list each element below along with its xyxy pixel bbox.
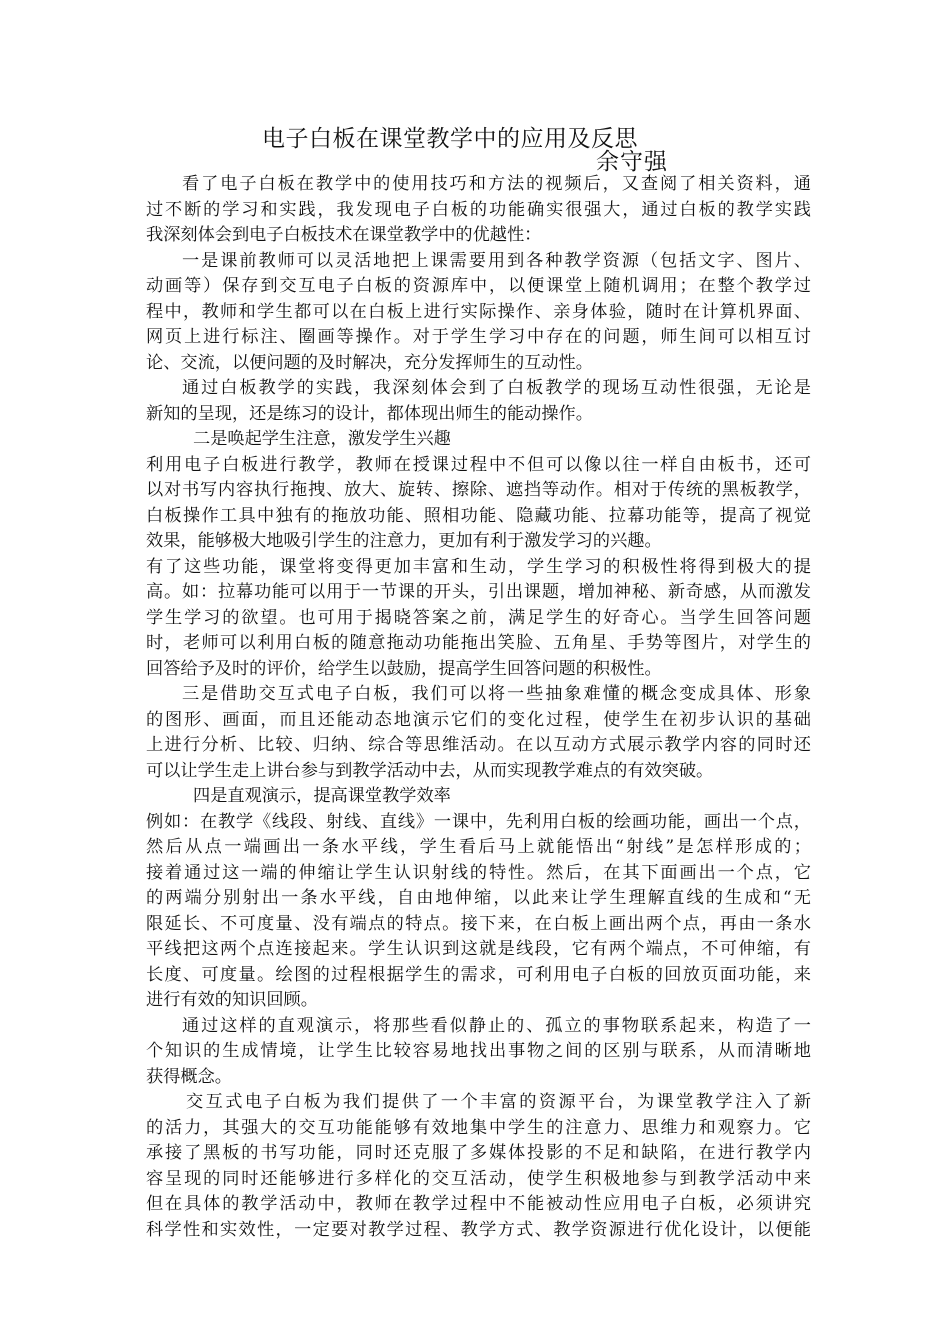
body-line: 的活力，其强大的交互功能能够有效地集中学生的注意力、思维力和观察力。它	[146, 1117, 811, 1138]
body-line: 一是课前教师可以灵活地把上课需要用到各种教学资源（包括文字、图片、	[182, 250, 811, 271]
body-line: 通过白板教学的实践，我深刻体会到了白板教学的现场互动性很强，无论是	[182, 378, 811, 398]
body-line: 我深刻体会到电子白板技术在课堂教学中的优越性：	[146, 225, 542, 245]
body-line: 然后从点一端画出一条水平线，学生看后马上就能悟出“射线”是怎样形成的；	[146, 837, 811, 857]
body-line: 三是借助交互式电子白板，我们可以将一些抽象难懂的概念变成具体、形象	[182, 684, 811, 704]
section-heading: 二是唤起学生注意，激发学生兴趣	[193, 429, 451, 449]
document-title: 电子白板在课堂教学中的应用及反思	[262, 126, 638, 152]
body-line: 科学性和实效性，一定要对教学过程、教学方式、教学资源进行优化设计，以便能	[146, 1219, 811, 1240]
body-line: 通过这样的直观演示，将那些看似静止的、孤立的事物联系起来，构造了一	[182, 1015, 811, 1036]
body-line: 例如：在教学《线段、射线、直线》一课中，先利用白板的绘画功能，画出一个点，	[146, 811, 811, 832]
body-line: 接着通过这一端的伸缩让学生认识射线的特性。然后，在其下面画出一个点，它	[146, 862, 811, 883]
body-line: 回答给予及时的评价，给学生以鼓励，提高学生回答问题的积极性。	[146, 658, 662, 679]
body-line: 上进行分析、比较、归纳、综合等思维活动。在以互动方式展示教学内容的同时还	[146, 735, 811, 755]
body-line: 网页上进行标注、圈画等操作。对于学生学习中存在的问题，师生间可以相互讨	[146, 327, 811, 347]
body-line: 看了电子白板在教学中的使用技巧和方法的视频后，又查阅了相关资料，通	[182, 174, 811, 194]
section-heading: 四是直观演示，提高课堂教学效率	[193, 786, 451, 806]
body-line: 平线把这两个点连接起来。学生认识到这就是线段，它有两个端点，不可伸缩，有	[146, 939, 811, 959]
body-line: 获得概念。	[146, 1066, 232, 1087]
body-line: 的图形、画面，而且还能动态地演示它们的变化过程，使学生在初步认识的基础	[146, 709, 811, 730]
body-line: 过不断的学习和实践，我发现电子白板的功能确实很强大，通过白板的教学实践	[146, 199, 811, 220]
body-line: 动画等）保存到交互电子白板的资源库中，以便课堂上随机调用；在整个教学过	[146, 276, 811, 296]
body-line: 限延长、不可度量、没有端点的特点。接下来，在白板上画出两个点，再由一条水	[146, 913, 811, 934]
body-line: 程中，教师和学生都可以在白板上进行实际操作、亲身体验，随时在计算机界面、	[146, 301, 811, 322]
body-line: 学生学习的欲望。也可用于揭晓答案之前，满足学生的好奇心。当学生回答问题	[146, 607, 811, 628]
body-line: 承接了黑板的书写功能，同时还克服了多媒体投影的不足和缺陷，在进行教学内	[146, 1143, 811, 1163]
body-line: 高。如：拉幕功能可以用于一节课的开头，引出课题，增加神秘、新奇感，从而激发	[146, 582, 811, 602]
body-line: 的两端分别射出一条水平线，自由地伸缩，以此来让学生理解直线的生成和“无	[146, 888, 811, 908]
body-line: 时，老师可以利用白板的随意拖动功能拖出笑脸、五角星、手势等图片，对学生的	[146, 633, 811, 653]
body-line: 利用电子白板进行教学，教师在授课过程中不但可以像以往一样自由板书，还可	[146, 454, 811, 475]
body-line: 论、交流，以便问题的及时解决，充分发挥师生的互动性。	[146, 352, 593, 373]
body-line: 可以让学生走上讲台参与到教学活动中去，从而实现教学难点的有效突破。	[146, 760, 714, 781]
body-line: 个知识的生成情境，让学生比较容易地找出事物之间的区别与联系，从而清晰地	[146, 1041, 811, 1061]
body-line: 但在具体的教学活动中，教师在教学过程中不能被动性应用电子白板，必须讲究	[146, 1194, 811, 1214]
body-line: 效果，能够极大地吸引学生的注意力，更加有利于激发学习的兴趣。	[146, 531, 662, 551]
document-author: 余守强	[596, 149, 668, 175]
body-line: 新知的呈现，还是练习的设计，都体现出师生的能动操作。	[146, 403, 593, 424]
document-body	[146, 172, 811, 1243]
body-line: 长度、可度量。绘图的过程根据学生的需求，可利用电子白板的回放页面功能，来	[146, 964, 811, 985]
body-line: 以对书写内容执行拖拽、放大、旋转、擦除、遮挡等动作。相对于传统的黑板教学，	[146, 480, 811, 500]
body-line: 交互式电子白板为我们提供了一个丰富的资源平台，为课堂教学注入了新	[186, 1092, 811, 1112]
body-line: 进行有效的知识回顾。	[146, 990, 318, 1010]
body-line: 容呈现的同时还能够进行多样化的交互活动，使学生积极地参与到教学活动中来	[146, 1168, 811, 1189]
body-line: 白板操作工具中独有的拖放功能、照相功能、隐藏功能、拉幕功能等，提高了视觉	[146, 505, 811, 526]
body-line: 有了这些功能，课堂将变得更加丰富和生动，学生学习的积极性将得到极大的提	[146, 556, 811, 577]
